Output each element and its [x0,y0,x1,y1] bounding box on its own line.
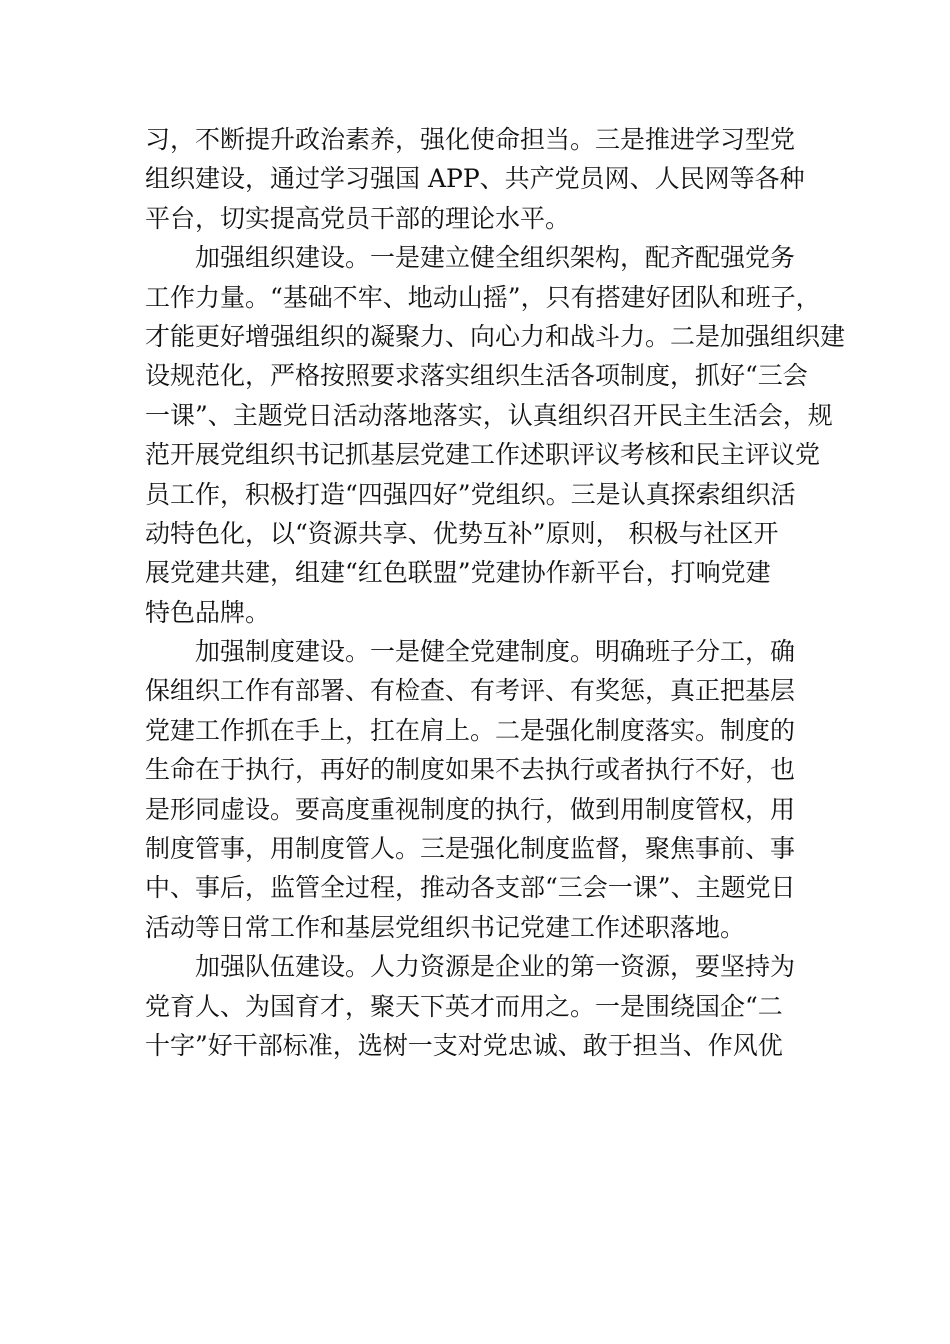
paragraph-start-line: 加强组织建设。一是建立健全组织架构，配齐配强党务 [195,243,796,273]
text-line: 党育人、为国育才，聚天下英才而用之。一是围绕国企“二 [145,991,783,1021]
text-line: 特色品牌。 [145,597,271,627]
text-line: 一课”、主题党日活动落地落实，认真组织召开民主生活会，规 [145,400,833,430]
paragraph-start-line: 加强队伍建设。人力资源是企业的第一资源，要坚持为 [195,952,796,982]
text-line: 活动等日常工作和基层党组织书记党建工作述职落地。 [145,912,746,942]
text-line: 才能更好增强组织的凝聚力、向心力和战斗力。二是加强组织建 [145,321,846,351]
text-line: 设规范化，严格按照要求落实组织生活各项制度，抓好“三会 [145,361,808,391]
body-text [145,120,846,1065]
text-line: 动特色化，以“资源共享、优势互补”原则， 积极与社区开 [145,518,779,548]
text-line: 生命在于执行，再好的制度如果不去执行或者执行不好，也 [145,755,796,785]
text-line: 制度管事，用制度管人。三是强化制度监督，聚焦事前、事 [145,834,796,864]
text-line: 是形同虚设。要高度重视制度的执行，做到用制度管权，用 [145,794,796,824]
text-line: 保组织工作有部署、有检查、有考评、有奖惩，真正把基层 [145,676,796,706]
text-line: 范开展党组织书记抓基层党建工作述职评议考核和民主评议党 [145,440,821,470]
text-line: 展党建共建，组建“红色联盟”党建协作新平台，打响党建 [145,558,771,588]
paragraph-start-line: 加强制度建设。一是健全党建制度。明确班子分工，确 [195,637,796,667]
text-line: 工作力量。“基础不牢、地动山摇”，只有搭建好团队和班子， [145,282,821,312]
text-line: 平台，切实提高党员干部的理论水平。 [145,203,571,233]
text-line: 中、事后，监管全过程，推动各支部“三会一课”、主题党日 [145,873,796,903]
text-line: 十字”好干部标准，选树一支对党忠诚、敢于担当、作风优 [145,1030,783,1060]
text-line: 员工作，积极打造“四强四好”党组织。三是认真探索组织活 [145,479,796,509]
text-line: 习，不断提升政治素养，强化使命担当。三是推进学习型党 [145,125,796,154]
text-line: 党建工作抓在手上，扛在肩上。二是强化制度落实。制度的 [145,715,796,745]
text-line: 组织建设，通过学习强国 APP、共产党员网、人民网等各种 [145,164,805,194]
